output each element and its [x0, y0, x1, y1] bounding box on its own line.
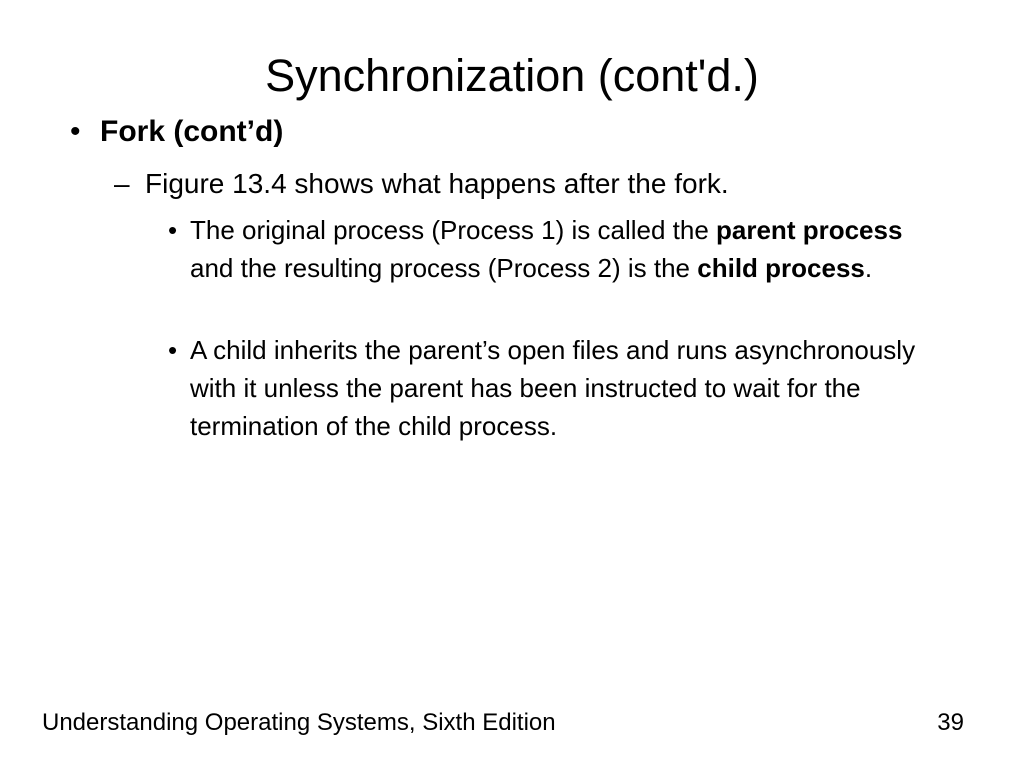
bullet-level-2-text: Figure 13.4 shows what happens after the fork. [145, 168, 729, 199]
bullet-icon: • [168, 335, 178, 365]
text-run: The original process (Process 1) is called the [190, 215, 717, 245]
bullet-level-3-parent-child [168, 211, 948, 287]
dash-icon: – [114, 168, 130, 199]
bullet-icon: • [70, 115, 81, 148]
text-run: . [864, 253, 873, 283]
bullet-level-3-text [190, 211, 948, 287]
bullet-level-1-text: Fork (cont’d) [100, 115, 284, 148]
bullet-level-3-text: A child inherits the parent’s open files and runs asynchronously with it unless the parent has been instructed to wait for the termination of the child process. [190, 335, 916, 441]
bullet-icon: • [168, 215, 178, 245]
bullet-level-3-child-inherits [168, 331, 948, 445]
text-run: and the resulting process (Process 2) is the [190, 253, 698, 283]
term-child-process: child process [697, 253, 865, 283]
slide-title: Synchronization (cont'd.) [265, 50, 759, 101]
footer-book-title: Understanding Operating Systems, Sixth Edition [42, 709, 556, 736]
footer-page-number: 39 [937, 709, 964, 736]
term-parent-process: parent process [716, 215, 903, 245]
